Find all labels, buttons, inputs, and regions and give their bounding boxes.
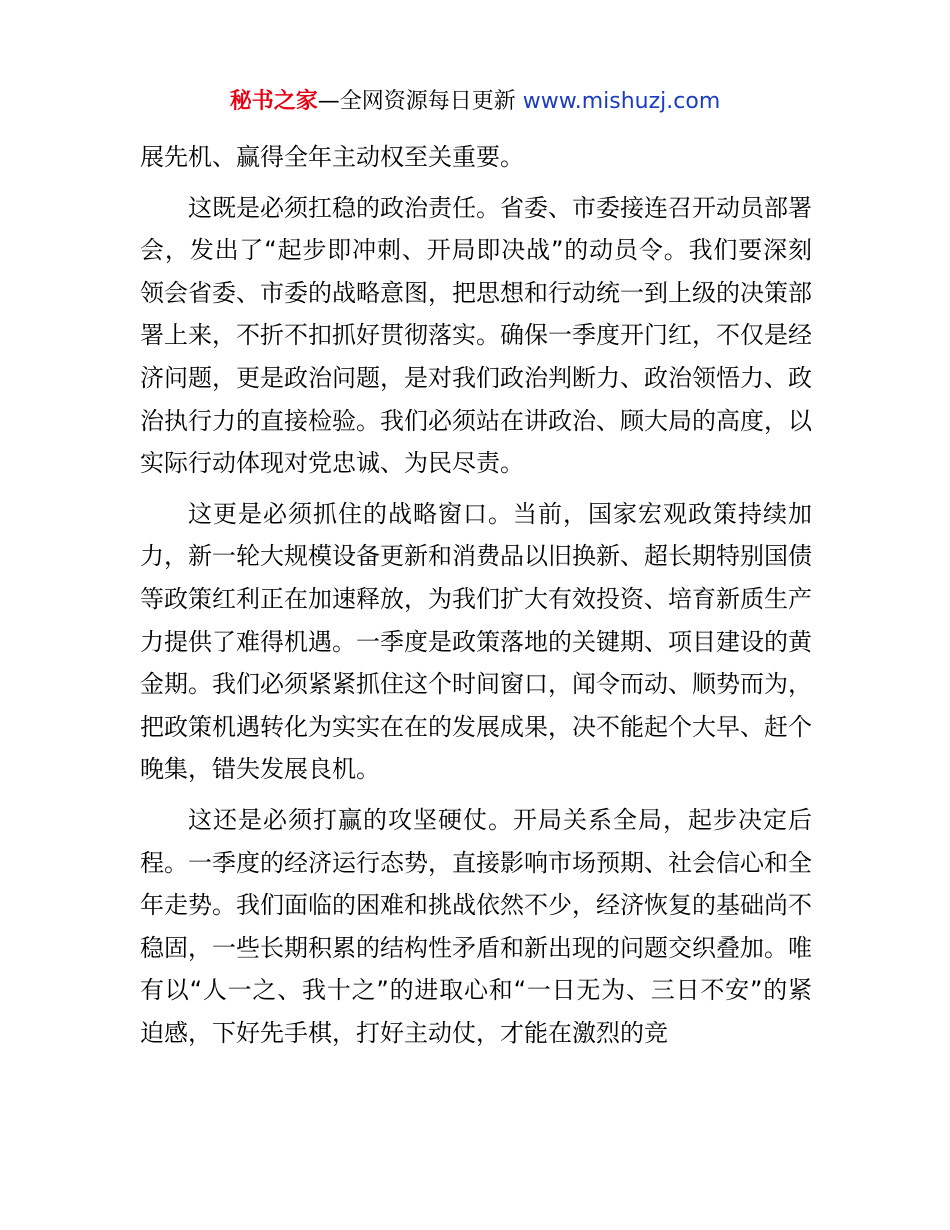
paragraph-tough-battle: 这还是必须打赢的攻坚硬仗。开局关系全局，起步决定后程。一季度的经济运行态势，直接影响市场预期、社会信心和全年走势。我们面临的困难和挑战依然不少，经济恢复的基础尚不稳固，一些长期积累的结构性矛盾和新出现的问题交织叠加。唯有以“人一之、我十之”的进取心和“一日无为、三日不安”的紧迫感，下好先手棋，打好主动仗，才能在激烈的竞 bbox=[140, 805, 812, 1047]
paragraph-strategic-window: 这更是必须抓住的战略窗口。当前，国家宏观政策持续加力，新一轮大规模设备更新和消费品以旧换新、超长期特别国债等政策红利正在加速释放，为我们扩大有效投资、培育新质生产力提供了难得机遇。一季度是政策落地的关键期、项目建设的黄金期。我们必须紧紧抓住这个时间窗口，闻令而动、顺势而为，把政策机遇转化为实实在在的发展成果，决不能起个大早、赶个晚集，错失发展良机。 bbox=[140, 499, 812, 784]
page-header bbox=[0, 86, 950, 118]
site-link[interactable]: www.mishuzj.com bbox=[522, 89, 721, 114]
document-body bbox=[140, 136, 812, 1054]
brand-name: 秘书之家 bbox=[229, 89, 318, 114]
paragraph-continuation: 展先机、赢得全年主动权至关重要。 bbox=[140, 143, 524, 171]
header-tagline: —全网资源每日更新 bbox=[317, 89, 516, 114]
paragraph-political-responsibility: 这既是必须扛稳的政治责任。省委、市委接连召开动员部署会，发出了“起步即冲刺、开局即决战”的动员令。我们要深刻领会省委、市委的战略意图，把思想和行动统一到上级的决策部署上来，不折不扣抓好贯彻落实。确保一季度开门红，不仅是经济问题，更是政治问题，是对我们政治判断力、政治领悟力、政治执行力的直接检验。我们必须站在讲政治、顾大局的高度，以实际行动体现对党忠诚、为民尽责。 bbox=[140, 193, 812, 478]
